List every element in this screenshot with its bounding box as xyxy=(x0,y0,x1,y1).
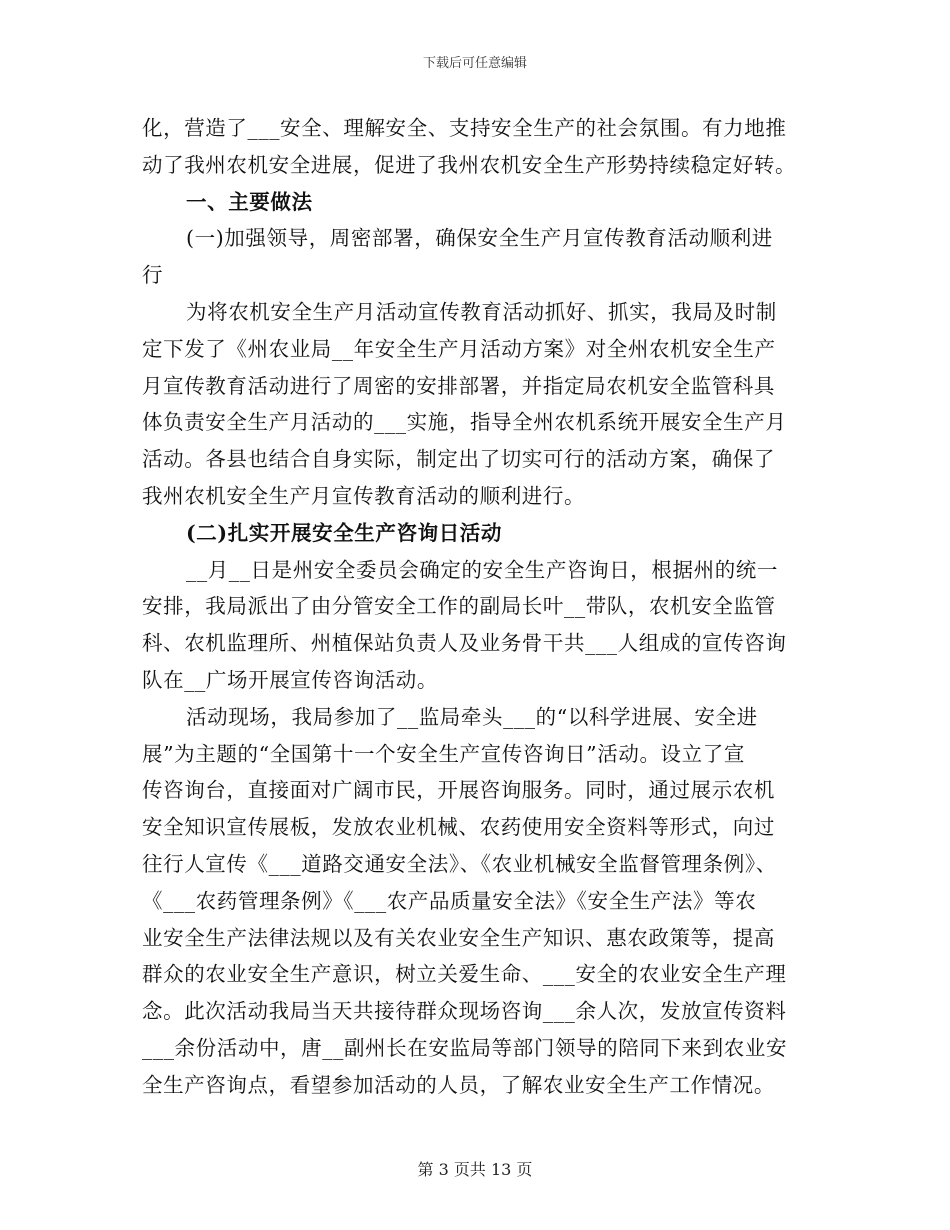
body-line: 《___农药管理条例》《___农产品质量安全法》《安全生产法》等农 xyxy=(142,888,757,913)
body-line: 全生产咨询点，看望参加活动的人员，了解农业安全生产工作情况。 xyxy=(142,1072,775,1097)
body-line: 展”为主题的“全国第十一个安全生产宣传咨询日”活动。设立了宣 xyxy=(142,741,745,766)
body-line: 往行人宣传《___道路交通安全法》、《农业机械安全监督管理条例》、 xyxy=(142,851,777,876)
document-body xyxy=(142,110,814,1104)
body-line: 行 xyxy=(142,263,164,288)
body-line: __月__日是州安全委员会确定的安全生产咨询日，根据州的统一 xyxy=(186,557,778,582)
page-header: 下载后可任意编辑 xyxy=(422,56,527,71)
body-line: 动了我州农机安全进展，促进了我州农机安全生产形势持续稳定好转。 xyxy=(142,152,797,177)
body-line: ___余份活动中，唐__副州长在安监局等部门领导的陪同下来到农业安 xyxy=(142,1035,788,1060)
body-line: 我州农机安全生产月宣传教育活动的顺利进行。 xyxy=(142,483,586,508)
body-line: 群众的农业安全生产意识，树立关爱生命、___安全的农业安全生产理 xyxy=(142,962,787,987)
section-heading: 一、主要做法 xyxy=(186,189,313,214)
body-line: 业安全生产法律法规以及有关农业安全生产知识、惠农政策等，提高 xyxy=(142,925,775,950)
subsection-heading: (二)扎实开展安全生产咨询日活动 xyxy=(186,520,502,545)
body-line: 月宣传教育活动进行了周密的安排部署，并指定局农机安全监管科具 xyxy=(142,373,775,398)
page-number-footer: 第 3 页共 13 页 xyxy=(417,1160,533,1179)
subsection-heading: (一)加强领导，周密部署，确保安全生产月宣传教育活动顺利进 xyxy=(186,226,773,251)
body-line: 安全知识宣传展板，发放农业机械、农药使用安全资料等形式，向过 xyxy=(142,815,775,840)
body-line: 活动现场，我局参加了__监局牵头___的“以科学进展、安全进 xyxy=(186,704,758,729)
body-line: 科、农机监理所、州植保站负责人及业务骨干共___人组成的宣传咨询 xyxy=(142,631,787,656)
body-line: 传咨询台，直接面对广阔市民，开展咨询服务。同时，通过展示农机 xyxy=(142,778,775,803)
body-line: 队在__广场开展宣传咨询活动。 xyxy=(142,667,438,692)
body-line: 活动。各县也结合自身实际，制定出了切实可行的活动方案，确保了 xyxy=(142,447,775,472)
body-line: 为将农机安全生产月活动宣传教育活动抓好、抓实，我局及时制 xyxy=(186,299,777,324)
body-line: 安排，我局派出了由分管安全工作的副局长叶__带队，农机安全监管 xyxy=(142,594,776,619)
body-line: 化，营造了___安全、理解安全、支持安全生产的社会氛围。有力地推 xyxy=(142,116,787,140)
body-line: 念。此次活动我局当天共接待群众现场咨询___余人次，发放宣传资料 xyxy=(142,999,787,1024)
body-line: 定下发了《州农业局__年安全生产月活动方案》对全州农机安全生产 xyxy=(142,336,776,361)
body-line: 体负责安全生产月活动的___实施，指导全州农机系统开展安全生产月 xyxy=(142,410,787,435)
